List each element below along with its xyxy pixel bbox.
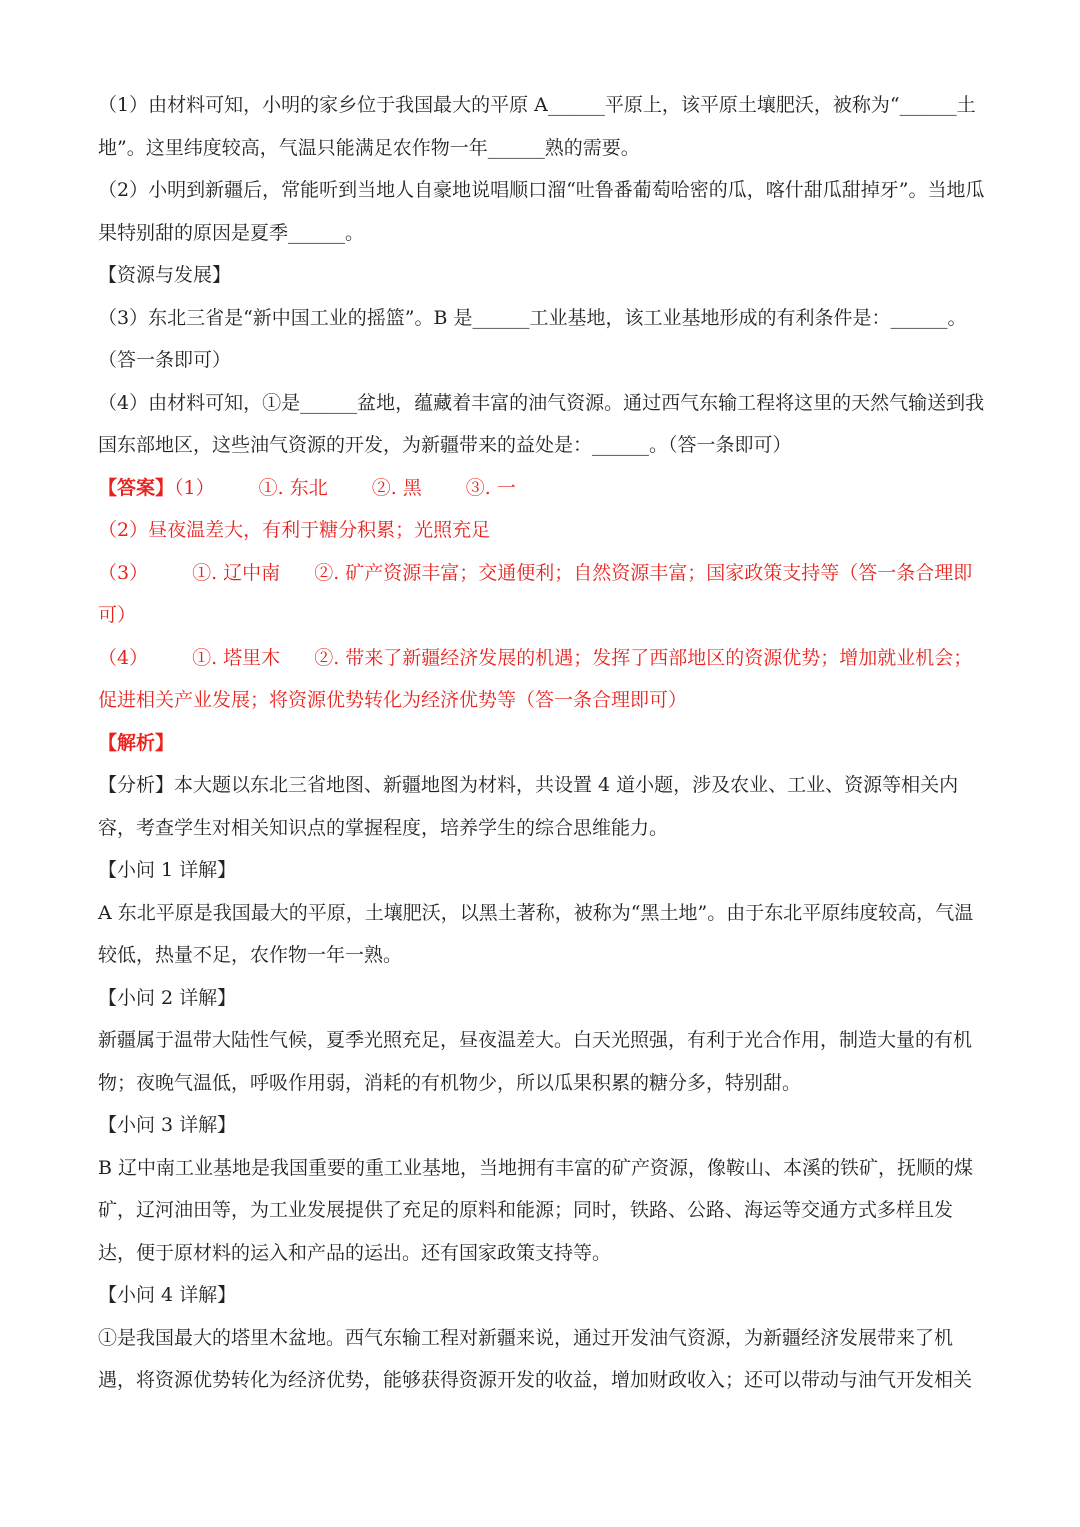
question-1: （1）由材料可知，小明的家乡位于我国最大的平原 A______平原上，该平原土壤肥沃，被称为“______土地”。这里纬度较高，气温只能满足农作物一年______熟的需要。 (98, 94, 976, 159)
question-4: （4）由材料可知，①是______盆地，蕴藏着丰富的油气资源。通过西气东输工程将这里的天然气输送到我国东部地区，这些油气资源的开发，为新疆带来的益处是：______。（答一条即可） (98, 391, 985, 456)
answer-label: 【答案】 (98, 476, 175, 499)
question-2: （2）小明到新疆后，常能听到当地人自豪地说唱顺口溜“吐鲁番葡萄哈密的瓜，喀什甜瓜甜掉牙”。当地瓜果特别甜的原因是夏季______。 (98, 179, 985, 244)
answer-3 (98, 552, 986, 637)
detail-1-heading: 【小问 1 详解】 (98, 859, 237, 881)
document-page (98, 84, 986, 1402)
detail-1: A 东北平原是我国最大的平原，土壤肥沃，以黑土著称，被称为“黑土地”。由于东北平原纬度较高，气温较低，热量不足，农作物一年一熟。 (98, 901, 974, 966)
analysis-overview: 【分析】本大题以东北三省地图、新疆地图为材料，共设置 4 道小题，涉及农业、工业、资源等相关内容，考查学生对相关知识点的掌握程度，培养学生的综合思维能力。 (98, 774, 959, 839)
answer-4-part-2: ②. 带来了新疆经济发展的机遇；发挥了西部地区的资源优势；增加就业机会；促进相关产业发展；将资源优势转化为经济优势等（答一条合理即可） (98, 646, 973, 711)
answer-3-part-1: ①. 辽中南 (192, 561, 281, 584)
answer-4-prefix: （4） (98, 646, 149, 669)
answer-3-prefix: （3） (98, 561, 149, 584)
answer-1-part-2: ②. 黑 (371, 476, 422, 499)
detail-3: B 辽中南工业基地是我国重要的重工业基地，当地拥有丰富的矿产资源，像鞍山、本溪的铁矿，抚顺的煤矿，辽河油田等，为工业发展提供了充足的原料和能源；同时，铁路、公路、海运等交通方式多样且发达，便于原材料的运入和产品的运出。还有国家政策支持等。 (98, 1156, 974, 1264)
detail-2: 新疆属于温带大陆性气候，夏季光照充足，昼夜温差大。白天光照强，有利于光合作用，制造大量的有机物；夜晚气温低，呼吸作用弱，消耗的有机物少，所以瓜果积累的糖分多，特别甜。 (98, 1029, 973, 1094)
section-heading: 【资源与发展】 (98, 264, 232, 286)
analysis-label: 【解析】 (98, 731, 175, 754)
answer-1-prefix: （1） (174, 476, 215, 499)
detail-2-heading: 【小问 2 详解】 (98, 986, 237, 1009)
detail-4: ①是我国最大的塔里木盆地。西气东输工程对新疆来说，通过开发油气资源，为新疆经济发展带来了机遇，将资源优势转化为经济优势，能够获得资源开发的收益，增加财政收入；还可以带动与油气开发相关 (98, 1326, 973, 1391)
answer-1-part-1: ①. 东北 (258, 476, 328, 499)
answer-4 (98, 637, 986, 722)
answer-4-part-1: ①. 塔里木 (192, 646, 281, 669)
answer-3-part-2: ②. 矿产资源丰富；交通便利；自然资源丰富；国家政策支持等（答一条合理即可） (98, 561, 973, 626)
answer-2: （2）昼夜温差大，有利于糖分积累；光照充足 (98, 519, 491, 541)
answer-1-part-3: ③. 一 (465, 476, 516, 499)
answer-1 (98, 467, 986, 510)
detail-4-heading: 【小问 4 详解】 (98, 1284, 237, 1306)
question-3: （3）东北三省是“新中国工业的摇篮”。B 是______工业基地，该工业基地形成的有利条件是：______。（答一条即可） (98, 306, 967, 371)
detail-3-heading: 【小问 3 详解】 (98, 1114, 237, 1136)
